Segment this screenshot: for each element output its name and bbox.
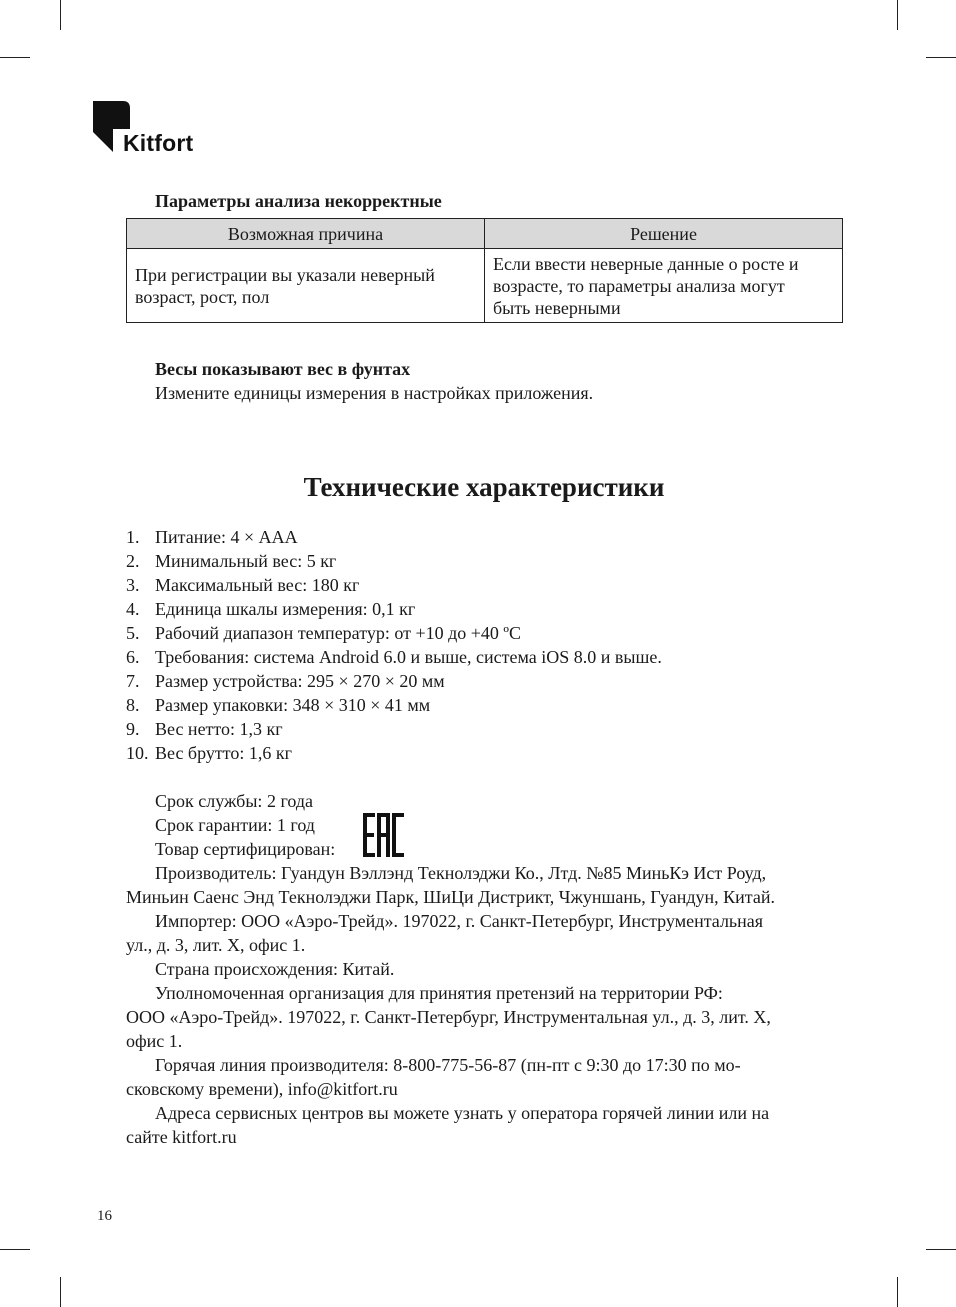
paragraph-line: Уполномоченная организация для принятия претензий на территории РФ: [155, 983, 723, 1003]
list-item [126, 573, 842, 597]
crop-mark [897, 1277, 898, 1307]
list-item [126, 597, 842, 621]
cause-line: При регистрации вы указали неверный [135, 264, 435, 285]
pounds-issue-text: Измените единицы измерения в настройках приложения. [155, 383, 594, 403]
list-item [126, 621, 842, 645]
specs-list [126, 525, 842, 765]
solution-line: быть неверными [493, 297, 621, 318]
list-text: Питание: 4 × AAA [155, 527, 298, 547]
solution-cell [485, 249, 843, 323]
list-number: 10. [126, 743, 149, 763]
paragraph-line: сковскому времени), info@kitfort.ru [126, 1079, 398, 1099]
list-number: 9. [126, 719, 140, 739]
crop-mark [0, 1249, 30, 1250]
analysis-issue-title: Параметры анализа некорректные [155, 191, 442, 211]
list-number: 5. [126, 623, 140, 643]
crop-mark [897, 0, 898, 30]
paragraph-line: Производитель: Гуандун Вэллэнд Текнолэджи Ко., Лтд. №85 МиньКэ Ист Роуд, [155, 863, 767, 883]
list-text: Максимальный вес: 180 кг [155, 575, 360, 595]
list-text: Размер упаковки: 348 × 310 × 41 мм [155, 695, 431, 715]
brand-name: Kitfort [123, 130, 194, 156]
list-item [126, 741, 842, 765]
crop-mark [926, 1249, 956, 1250]
list-text: Вес нетто: 1,3 кг [155, 719, 283, 739]
pounds-issue-title: Весы показывают вес в фунтах [155, 359, 411, 379]
table-header-row [127, 219, 843, 249]
hotline-paragraph [126, 1053, 842, 1101]
info-block [126, 789, 842, 1149]
specs-title: Технические характеристики [303, 472, 665, 502]
list-number: 1. [126, 527, 140, 547]
header-solution: Решение [485, 219, 843, 249]
importer-paragraph [126, 909, 842, 957]
warranty: Срок гарантии: 1 год [155, 815, 315, 835]
paragraph-line: Импортер: ООО «Аэро-Трейд». 197022, г. Санкт-Петербург, Инструментальная [155, 911, 764, 931]
list-number: 3. [126, 575, 140, 595]
paragraph-line: Адреса сервисных центров вы можете узнать у оператора горячей линии или на [155, 1103, 770, 1123]
paragraph-line: сайте kitfort.ru [126, 1127, 237, 1147]
paragraph-line: Миньин Саенс Энд Текнолэджи Парк, ШиЦи Дистрикт, Чжуншань, Гуандун, Китай. [126, 887, 775, 907]
authorized-org-paragraph [126, 981, 842, 1053]
list-text: Минимальный вес: 5 кг [155, 551, 337, 571]
cause-line: возраст, рост, пол [135, 286, 270, 307]
crop-mark [60, 1277, 61, 1307]
paragraph-line: Страна происхождения: Китай. [155, 959, 395, 979]
list-text: Рабочий диапазон температур: от +10 до +40 ºС [155, 623, 522, 643]
solution-line: возрасте, то параметры анализа могут [493, 275, 785, 296]
service-life: Срок службы: 2 года [155, 791, 314, 811]
list-item [126, 693, 842, 717]
list-item [126, 669, 842, 693]
list-text: Размер устройства: 295 × 270 × 20 мм [155, 671, 445, 691]
manufacturer-paragraph [126, 861, 842, 909]
table-row [127, 249, 843, 323]
list-number: 7. [126, 671, 140, 691]
list-text: Требования: система Android 6.0 и выше, система iOS 8.0 и выше. [155, 647, 662, 667]
paragraph-line: Горячая линия производителя: 8-800-775-56-87 (пн-пт с 9:30 до 17:30 по мо- [155, 1055, 741, 1075]
issue-table [126, 218, 843, 323]
eac-certification-icon [363, 813, 404, 857]
page-number: 16 [97, 1208, 112, 1224]
certified-label: Товар сертифицирован: [155, 839, 336, 859]
list-text: Единица шкалы измерения: 0,1 кг [155, 599, 416, 619]
paragraph-line: ул., д. 3, лит. Х, офис 1. [126, 935, 306, 955]
solution-line: Если ввести неверные данные о росте и [493, 253, 799, 274]
list-number: 8. [126, 695, 140, 715]
paragraph-line: ООО «Аэро-Трейд». 197022, г. Санкт-Петербург, Инструментальная ул., д. 3, лит. Х, [126, 1007, 771, 1027]
list-item [126, 525, 842, 549]
origin-paragraph [126, 957, 842, 981]
list-number: 6. [126, 647, 140, 667]
list-text: Вес брутто: 1,6 кг [155, 743, 292, 763]
list-item [126, 717, 842, 741]
list-number: 2. [126, 551, 140, 571]
pounds-issue [155, 357, 593, 405]
list-item [126, 645, 842, 669]
list-item [126, 549, 842, 573]
crop-mark [926, 57, 956, 58]
paragraph-line: офис 1. [126, 1031, 183, 1051]
list-number: 4. [126, 599, 140, 619]
service-centers-paragraph [126, 1101, 842, 1149]
cause-cell [127, 249, 485, 323]
header-cause: Возможная причина [127, 219, 485, 249]
